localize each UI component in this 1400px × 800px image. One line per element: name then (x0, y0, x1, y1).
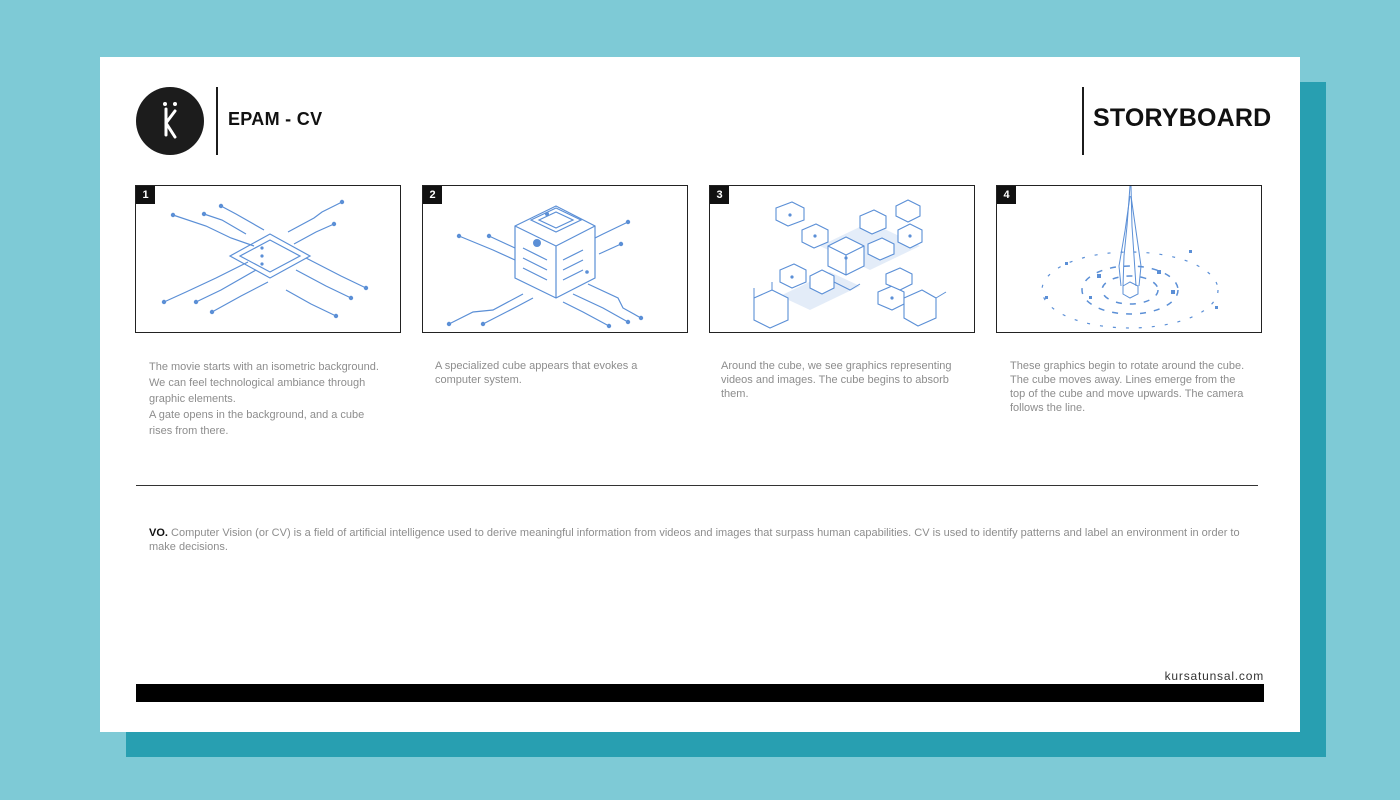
storyboard-panel-1 (135, 185, 401, 333)
panel-caption-2: A specialized cube appears that evokes a computer system. (435, 360, 638, 386)
panel-number: 3 (710, 186, 729, 204)
voiceover-text (149, 526, 1259, 554)
storyboard-panel-4 (996, 185, 1262, 333)
storyboard-title: STORYBOARD (1093, 104, 1272, 132)
section-divider (136, 485, 1258, 486)
header-divider-right (1082, 87, 1084, 155)
panel-caption-4: These graphics begin to rotate around the cube. The cube moves away. Lines emerge from the top of the cube and move upwards. The camera follows the line. (1010, 360, 1245, 414)
computer-cube-icon (423, 186, 688, 333)
voiceover-label: VO. (149, 527, 168, 539)
header-divider-left (216, 87, 218, 155)
panel-caption-3: Around the cube, we see graphics representing videos and images. The cube begins to absorb them. (721, 360, 952, 400)
footer-bar (136, 684, 1264, 702)
logo (136, 87, 204, 155)
media-cubes-icon (710, 186, 975, 333)
panel-number: 2 (423, 186, 442, 204)
circuit-gate-icon (136, 186, 401, 333)
logo-k-icon (136, 87, 204, 155)
panel-number: 4 (997, 186, 1016, 204)
panel-caption-1: The movie starts with an isometric background. We can feel technological ambiance through graphic elements. A gate opens in the background, and a cube rises from there. (149, 361, 379, 437)
voiceover-body: Computer Vision (or CV) is a field of artificial intelligence used to derive meaningful information from videos and images that surpass human capabilities. CV is used to identify patterns and label an environment in order to make decisions. (149, 527, 1240, 553)
project-title: EPAM - CV (228, 109, 323, 129)
rising-lines-icon (997, 186, 1262, 333)
storyboard-panel-2 (422, 185, 688, 333)
website-link[interactable]: kursatunsal.com (1164, 669, 1264, 683)
panel-number: 1 (136, 186, 155, 204)
storyboard-sheet (100, 57, 1300, 732)
storyboard-panel-3 (709, 185, 975, 333)
